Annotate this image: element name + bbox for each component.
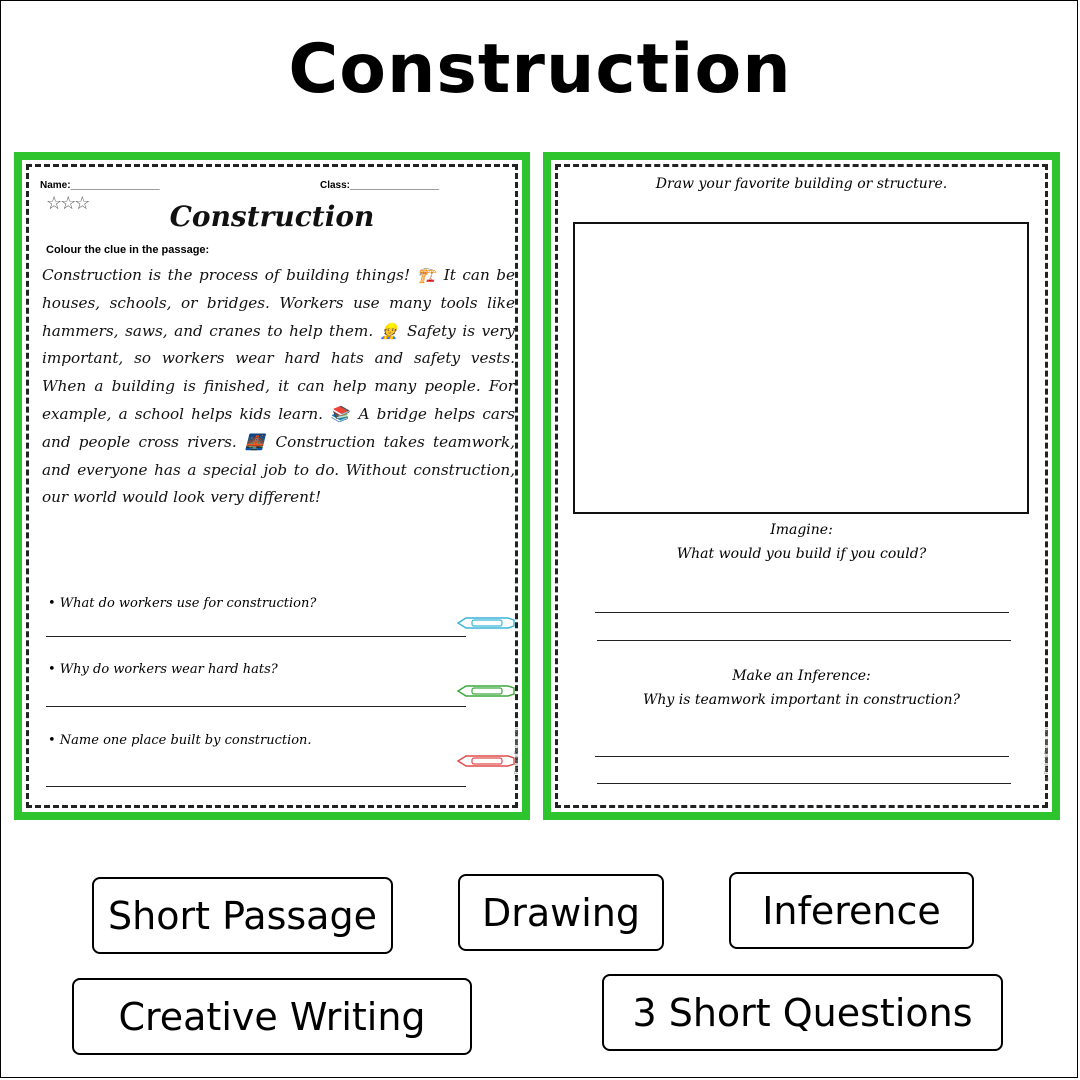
inference-answer-line-1[interactable] bbox=[595, 756, 1009, 757]
name-field-label: Name:________________ bbox=[40, 180, 160, 191]
answer-line-1[interactable] bbox=[46, 636, 466, 637]
worksheet-passage bbox=[14, 152, 530, 820]
crayon-green-icon bbox=[456, 683, 516, 699]
answer-line-2[interactable] bbox=[46, 706, 466, 707]
imagine-question: What would you build if you could? bbox=[676, 546, 927, 562]
answer-line-3[interactable] bbox=[46, 786, 466, 787]
worksheet-drawing bbox=[543, 152, 1060, 820]
drawing-box[interactable] bbox=[573, 222, 1029, 514]
tag-inference: Inference bbox=[729, 872, 974, 949]
tag-creative-writing: Creative Writing bbox=[72, 978, 472, 1055]
instruction-text: Colour the clue in the passage: bbox=[46, 244, 210, 256]
watermark: © PrintableBazaar.com bbox=[514, 728, 520, 782]
inference-question: Why is teamwork important in construction? bbox=[643, 692, 960, 708]
watermark: © PrintableBazaar.com bbox=[1044, 728, 1050, 782]
crayon-blue-icon bbox=[456, 615, 516, 631]
draw-prompt: Draw your favorite building or structure. bbox=[655, 176, 948, 192]
inference-answer-line-2[interactable] bbox=[597, 783, 1011, 784]
class-field-label: Class:________________ bbox=[320, 180, 439, 191]
question-1: • What do workers use for construction? bbox=[48, 596, 317, 611]
worksheet-title: Construction bbox=[169, 200, 375, 233]
imagine-answer-line-2[interactable] bbox=[597, 640, 1011, 641]
worksheet-passage-paper bbox=[22, 160, 522, 812]
star-rating-icon: ☆☆☆ bbox=[46, 193, 89, 213]
reading-passage: Construction is the process of building things! 🏗️ It can be houses, schools, or bridges. Workers use many tools like hammers, saws, and cranes to help them. 👷 Safety is very important, so workers wear hard hats and safety vests. When a building is finished, it can help many people. For example, a school helps kids learn. 📚 A bridge helps cars and people cross rivers. 🌉 Construction takes teamwork, and everyone has a special job to do. Without construction, our world would look very different! bbox=[42, 266, 515, 507]
imagine-heading: Imagine: bbox=[770, 522, 833, 538]
page-title: Construction bbox=[288, 30, 792, 109]
tag-3-short-questions: 3 Short Questions bbox=[602, 974, 1003, 1051]
question-3: • Name one place built by construction. bbox=[48, 733, 312, 748]
crayon-red-icon bbox=[456, 753, 516, 769]
inference-heading: Make an Inference: bbox=[732, 668, 871, 684]
imagine-answer-line-1[interactable] bbox=[595, 612, 1009, 613]
question-2: • Why do workers wear hard hats? bbox=[48, 662, 278, 677]
tag-short-passage: Short Passage bbox=[92, 877, 393, 954]
tag-drawing: Drawing bbox=[458, 874, 664, 951]
worksheet-drawing-paper bbox=[551, 160, 1052, 812]
